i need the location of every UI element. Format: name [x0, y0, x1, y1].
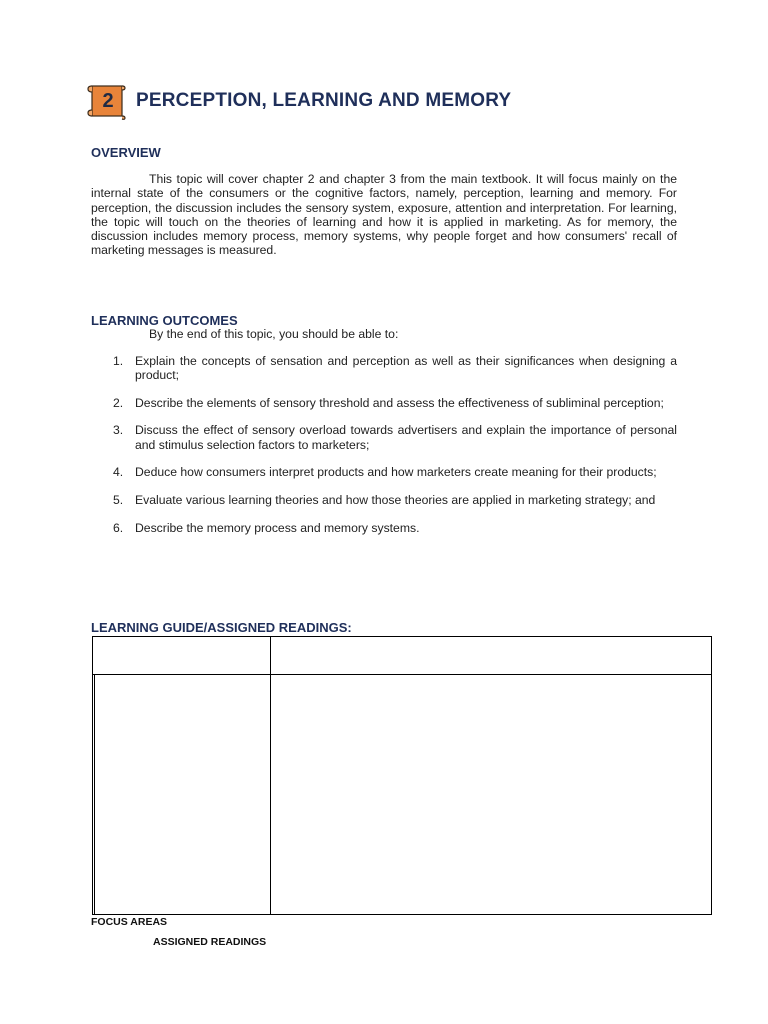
list-item-text: Deduce how consumers interpret products and how marketers create meaning for their products;: [135, 465, 657, 480]
table-left-border: [94, 675, 95, 914]
list-item: [107, 465, 677, 479]
list-item-number: 6.: [113, 520, 124, 535]
list-item-text: Describe the memory process and memory systems.: [135, 520, 420, 535]
learning-outcomes-list: [107, 354, 677, 548]
assigned-readings-label: ASSIGNED READINGS: [153, 936, 267, 948]
readings-table: [92, 636, 712, 915]
overview-heading: OVERVIEW: [91, 145, 161, 160]
list-item: [107, 396, 677, 410]
readings-heading: LEARNING GUIDE/ASSIGNED READINGS:: [91, 620, 352, 635]
list-item-number: 1.: [113, 354, 124, 368]
focus-areas-label: FOCUS AREAS: [91, 916, 168, 928]
list-item-number: 4.: [113, 465, 124, 480]
list-item: [107, 493, 677, 507]
list-item-text: Evaluate various learning theories and how those theories are applied in marketing strategy; and: [135, 492, 656, 507]
list-item: [107, 354, 677, 383]
scroll-icon: [86, 82, 126, 120]
table-header-divider: [93, 674, 711, 675]
page-title: PERCEPTION, LEARNING AND MEMORY: [136, 90, 512, 111]
list-item-text: Explain the concepts of sensation and perception as well as their significances when designing a product;: [135, 354, 677, 383]
learning-outcomes-heading: LEARNING OUTCOMES: [91, 313, 238, 328]
list-item-text: Discuss the effect of sensory overload towards advertisers and explain the importance of personal and stimulus selection factors to marketers;: [135, 423, 677, 452]
overview-paragraph: This topic will cover chapter 2 and chapter 3 from the main textbook. It will focus mainly on the internal state of the consumers or the cognitive factors, namely, perception, learning and memory. For perception, the discussion includes the sensory system, exposure, attention and interpretation. For learning, the topic will touch on the theories of learning and how it is applied in marketing. As for memory, the discussion includes memory process, memory systems, why people forget and how consumers' recall of marketing messages is measured.: [91, 172, 677, 258]
list-item: [107, 423, 677, 452]
list-item-number: 2.: [113, 395, 124, 410]
learning-outcomes-intro: By the end of this topic, you should be able to:: [149, 327, 399, 341]
title-row: [86, 82, 511, 120]
chapter-number: 2: [102, 89, 114, 112]
list-item-text: Describe the elements of sensory threshold and assess the effectiveness of subliminal perception;: [135, 395, 664, 410]
list-item-number: 3.: [113, 423, 124, 438]
table-column-divider: [270, 637, 271, 914]
list-item-number: 5.: [113, 492, 124, 507]
list-item: [107, 521, 677, 535]
